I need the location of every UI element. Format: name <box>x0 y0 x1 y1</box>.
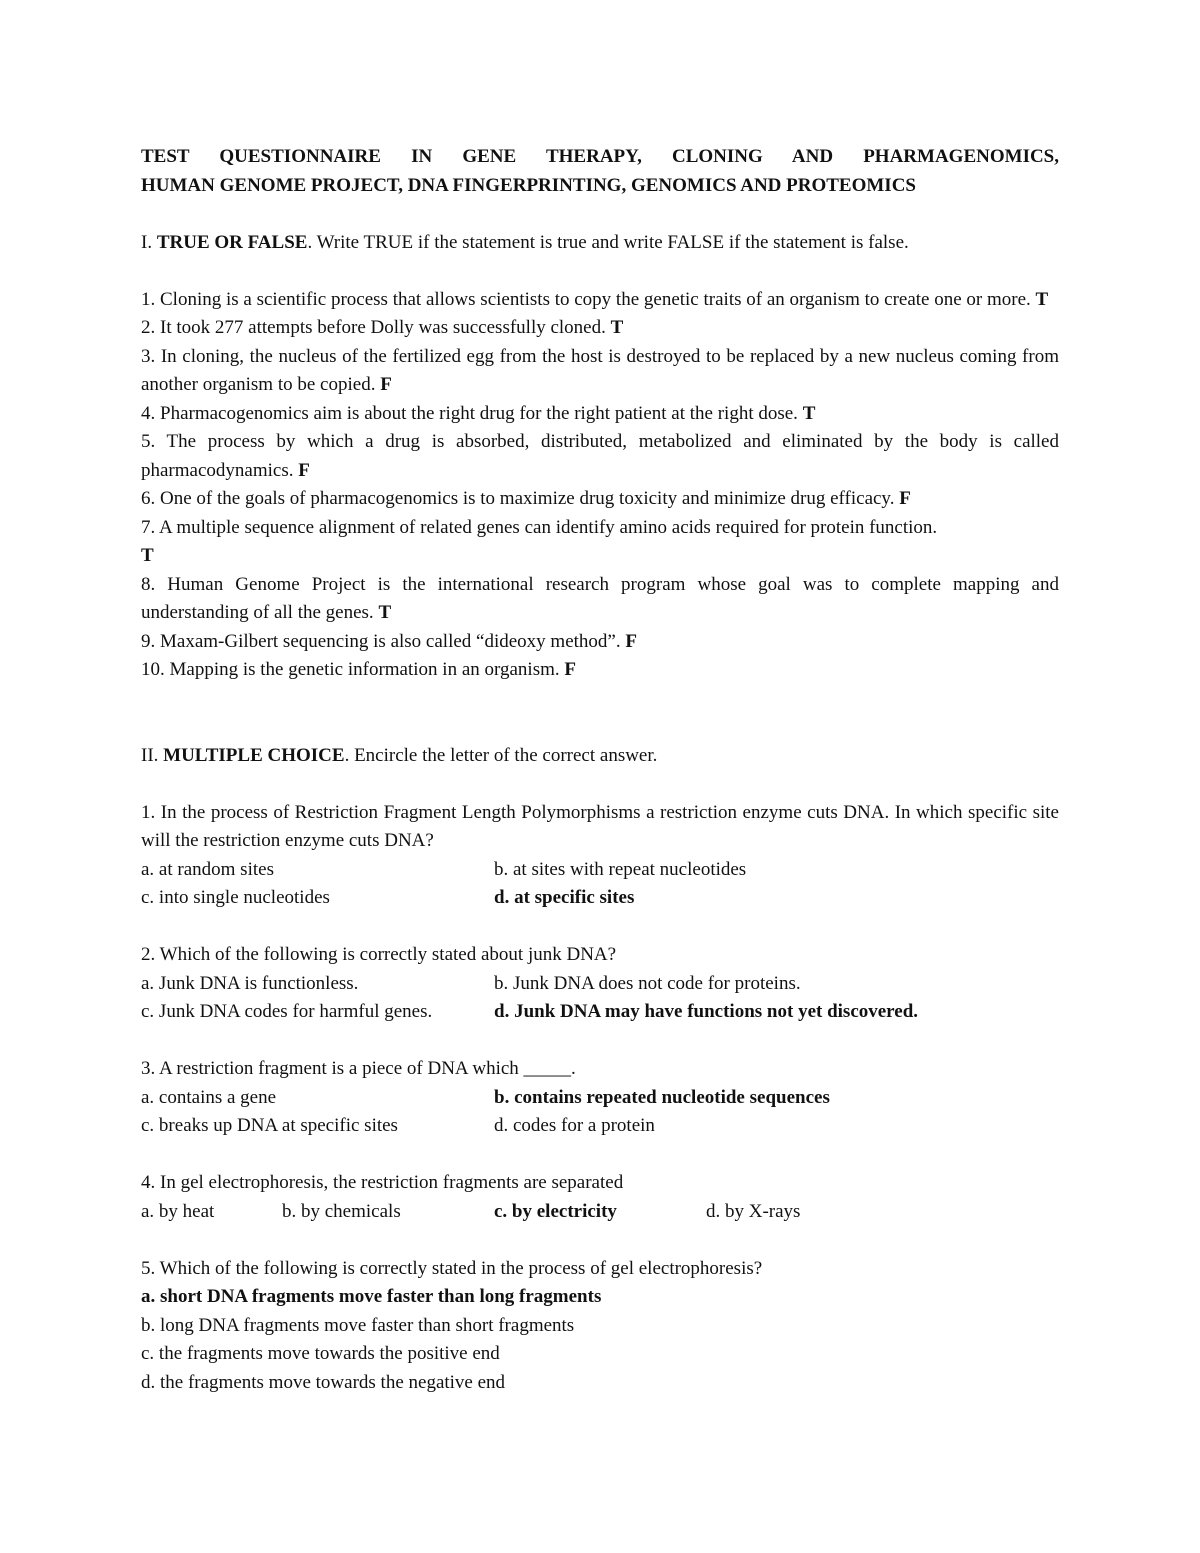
tf-item <box>141 628 1059 657</box>
tf-item-text: 5. The process by which a drug is absorbed, distributed, metabolized and eliminated by the body is called pharmacodynamics. <box>141 431 1059 481</box>
part2-heading-label: MULTIPLE CHOICE <box>163 744 345 766</box>
mc-question <box>141 941 1059 1027</box>
mc-option[interactable]: c. breaks up DNA at specific sites <box>141 1115 398 1136</box>
true-false-list <box>141 286 1059 685</box>
mc-question-stem: 3. A restriction fragment is a piece of DNA which _____. <box>141 1058 576 1079</box>
tf-item-text: 4. Pharmacogenomics aim is about the right drug for the right patient at the right dose. <box>141 402 798 424</box>
mc-question <box>141 1055 1059 1141</box>
mc-option[interactable]: d. codes for a protein <box>494 1115 655 1136</box>
tf-answer: F <box>899 488 911 509</box>
tf-answer: T <box>1035 288 1049 310</box>
mc-option[interactable]: a. at random sites <box>141 858 274 880</box>
part2-numeral: II. <box>141 744 159 766</box>
mc-question-stem: 5. Which of the following is correctly stated in the process of gel electrophoresis? <box>141 1257 763 1279</box>
tf-answer: F <box>380 374 392 395</box>
mc-option[interactable]: b. Junk DNA does not code for proteins. <box>494 972 801 994</box>
tf-answer: T <box>141 545 154 566</box>
mc-option[interactable]: b. at sites with repeat nucleotides <box>494 858 747 880</box>
tf-item <box>141 514 1059 571</box>
mc-options-row <box>141 884 1059 913</box>
tf-item-text: 10. Mapping is the genetic information in an organism. <box>141 659 560 680</box>
tf-item <box>141 571 1059 628</box>
part1-instruction: . Write TRUE if the statement is true and write FALSE if the statement is false. <box>307 231 909 253</box>
mc-option-correct[interactable]: a. short DNA fragments move faster than long fragments <box>141 1286 602 1307</box>
tf-item-text: 9. Maxam-Gilbert sequencing is also called “dideoxy method”. <box>141 630 621 652</box>
part2-instruction: . Encircle the letter of the correct answer. <box>344 744 658 766</box>
mc-option-correct[interactable]: d. Junk DNA may have functions not yet discovered. <box>494 1001 919 1022</box>
tf-item <box>141 485 1059 514</box>
mc-question-stem: 2. Which of the following is correctly stated about junk DNA? <box>141 944 617 965</box>
mc-option-correct[interactable]: d. at specific sites <box>494 887 635 908</box>
mc-options-row <box>141 856 1059 885</box>
mc-option[interactable]: b. by chemicals <box>282 1200 401 1222</box>
mc-option[interactable]: a. Junk DNA is functionless. <box>141 972 359 994</box>
tf-item <box>141 343 1059 400</box>
mc-option[interactable]: c. the fragments move towards the positive end <box>141 1343 500 1364</box>
tf-item <box>141 314 1059 343</box>
mc-option[interactable]: c. Junk DNA codes for harmful genes. <box>141 1001 433 1022</box>
mc-question <box>141 1169 1059 1226</box>
mc-option[interactable]: d. the fragments move towards the negative end <box>141 1371 506 1393</box>
part1-heading-label: TRUE OR FALSE <box>156 231 308 253</box>
tf-item-text: 1. Cloning is a scientific process that allows scientists to copy the genetic traits of an organism to create one or more. <box>141 288 1031 310</box>
mc-question <box>141 799 1059 913</box>
title-line-2: HUMAN GENOME PROJECT, DNA FINGERPRINTING, GENOMICS AND PROTEOMICS <box>141 174 916 196</box>
mc-options-row <box>141 1112 1059 1141</box>
tf-answer: T <box>610 317 624 338</box>
tf-item <box>141 428 1059 485</box>
mc-options-row <box>141 970 1059 999</box>
tf-item <box>141 400 1059 429</box>
part1-heading <box>141 229 1059 258</box>
tf-item <box>141 286 1059 315</box>
part1-numeral: I. <box>141 231 153 253</box>
tf-answer: T <box>378 602 392 623</box>
mc-option-correct[interactable]: c. by electricity <box>494 1200 617 1222</box>
mc-options-row <box>141 1084 1059 1113</box>
title-line-1: TEST QUESTIONNAIRE IN GENE THERAPY, CLONING AND PHARMAGENOMICS, <box>141 146 1059 167</box>
mc-option[interactable]: a. by heat <box>141 1200 215 1222</box>
tf-item-text: 8. Human Genome Project is the international research program whose goal was to complete mapping and understanding of all the genes. <box>141 573 1059 623</box>
tf-answer: F <box>564 659 576 680</box>
mc-question-stem: 4. In gel electrophoresis, the restriction fragments are separated <box>141 1172 624 1193</box>
tf-item-text: 7. A multiple sequence alignment of related genes can identify amino acids required for protein function. <box>141 516 938 538</box>
tf-item-text: 6. One of the goals of pharmacogenomics is to maximize drug toxicity and minimize drug efficacy. <box>141 488 895 509</box>
mc-option[interactable]: a. contains a gene <box>141 1086 277 1108</box>
tf-answer: F <box>298 459 310 481</box>
tf-answer: T <box>802 402 816 424</box>
mc-option[interactable]: b. long DNA fragments move faster than short fragments <box>141 1314 575 1336</box>
mc-option-correct[interactable]: b. contains repeated nucleotide sequences <box>494 1086 830 1108</box>
document-content <box>141 143 1059 1397</box>
mc-question <box>141 1255 1059 1398</box>
mc-option[interactable]: c. into single nucleotides <box>141 887 330 908</box>
part2-heading <box>141 742 1059 771</box>
mc-question-stem: 1. In the process of Restriction Fragment Length Polymorphisms a restriction enzyme cuts DNA. In which specific site will the restriction enzyme cuts DNA? <box>141 801 1059 851</box>
mc-options-row <box>141 998 1059 1027</box>
tf-item <box>141 656 1059 685</box>
tf-answer: F <box>625 630 637 652</box>
tf-item-text: 2. It took 277 attempts before Dolly was successfully cloned. <box>141 317 606 338</box>
document-title <box>141 143 1059 200</box>
mc-options-row <box>141 1198 1059 1227</box>
mc-option[interactable]: d. by X-rays <box>706 1200 801 1222</box>
tf-item-text: 3. In cloning, the nucleus of the fertilized egg from the host is destroyed to be replaced by a new nucleus coming from another organism to be copied. <box>141 345 1059 395</box>
